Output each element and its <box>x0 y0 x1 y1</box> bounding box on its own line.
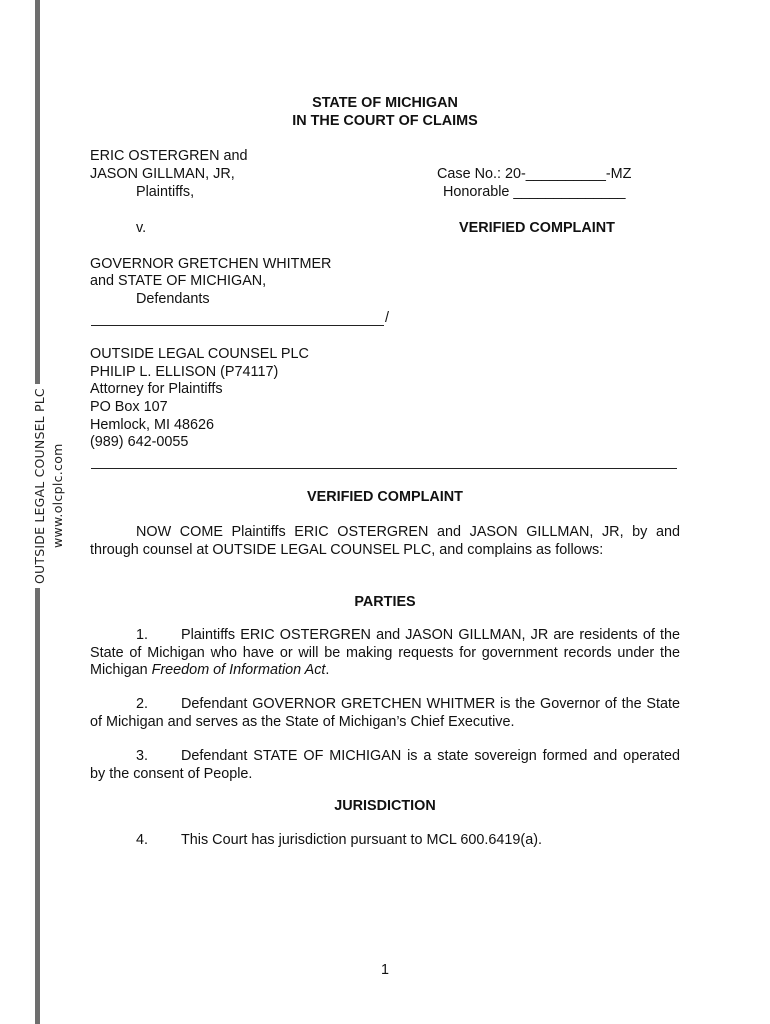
paragraph-4 <box>90 832 680 850</box>
plaintiff-name-1: ERIC OSTERGREN and <box>90 148 248 164</box>
caption-slash: / <box>385 310 389 326</box>
sidebar-firm-name: OUTSIDE LEGAL COUNSEL PLC <box>32 384 47 588</box>
court-state: STATE OF MICHIGAN <box>312 95 458 111</box>
paragraph-4-text: This Court has jurisdiction pursuant to MCL 600.6419(a). <box>181 832 543 848</box>
paragraph-3-text: Defendant STATE OF MICHIGAN is a state sovereign formed and operated by the consent of People. <box>90 748 680 782</box>
paragraph-2-text: Defendant GOVERNOR GRETCHEN WHITMER is the Governor of the State of Michigan and serves as the State of Michigan’s Chief Executive. <box>90 696 680 730</box>
paragraph-1-act: Freedom of Information Act <box>151 662 326 678</box>
page-number: 1 <box>380 962 389 978</box>
counsel-role: Attorney for Plaintiffs <box>90 381 223 397</box>
paragraph-2 <box>90 696 680 731</box>
paragraph-3-number: 3. <box>136 748 149 764</box>
header-divider <box>91 468 677 469</box>
sidebar-website: www.olcplc.com <box>50 443 65 548</box>
paragraph-3 <box>90 748 680 783</box>
intro-text: NOW COME Plaintiffs ERIC OSTERGREN and JASON GILLMAN, JR, by and through counsel at OUTSIDE LEGAL COUNSEL PLC, and complains as follows: <box>90 524 680 558</box>
paragraph-2-number: 2. <box>136 696 149 712</box>
intro-paragraph <box>90 524 680 559</box>
paragraph-4-number: 4. <box>136 832 149 848</box>
paragraph-1 <box>90 627 680 680</box>
counsel-attorney: PHILIP L. ELLISON (P74117) <box>90 364 279 380</box>
paragraph-1-number: 1. <box>136 627 149 643</box>
counsel-address-1: PO Box 107 <box>90 399 168 415</box>
paragraph-1-text: Plaintiffs ERIC OSTERGREN and JASON GILLMAN, JR are residents of the State of Michigan who have or will be making requests for government records under the Michigan <box>90 627 680 678</box>
caption-doc-type: VERIFIED COMPLAINT <box>459 220 615 236</box>
case-number: Case No.: 20-__________-MZ <box>437 166 632 182</box>
plaintiffs-role: Plaintiffs, <box>136 184 195 200</box>
counsel-firm: OUTSIDE LEGAL COUNSEL PLC <box>90 346 309 362</box>
honorable-line: Honorable ______________ <box>443 184 626 200</box>
defendant-name-1: GOVERNOR GRETCHEN WHITMER <box>90 256 332 272</box>
defendant-name-2: and STATE OF MICHIGAN, <box>90 273 267 289</box>
parties-heading: PARTIES <box>354 594 416 610</box>
plaintiff-name-2: JASON GILLMAN, JR, <box>90 166 235 182</box>
counsel-phone: (989) 642-0055 <box>90 434 189 450</box>
court-name: IN THE COURT OF CLAIMS <box>292 113 478 129</box>
complaint-heading: VERIFIED COMPLAINT <box>307 489 463 505</box>
paragraph-1-end: . <box>325 662 330 678</box>
counsel-address-2: Hemlock, MI 48626 <box>90 417 214 433</box>
caption-rule <box>91 325 384 326</box>
jurisdiction-heading: JURISDICTION <box>334 798 436 814</box>
defendants-role: Defendants <box>136 291 210 307</box>
versus: v. <box>136 220 147 236</box>
